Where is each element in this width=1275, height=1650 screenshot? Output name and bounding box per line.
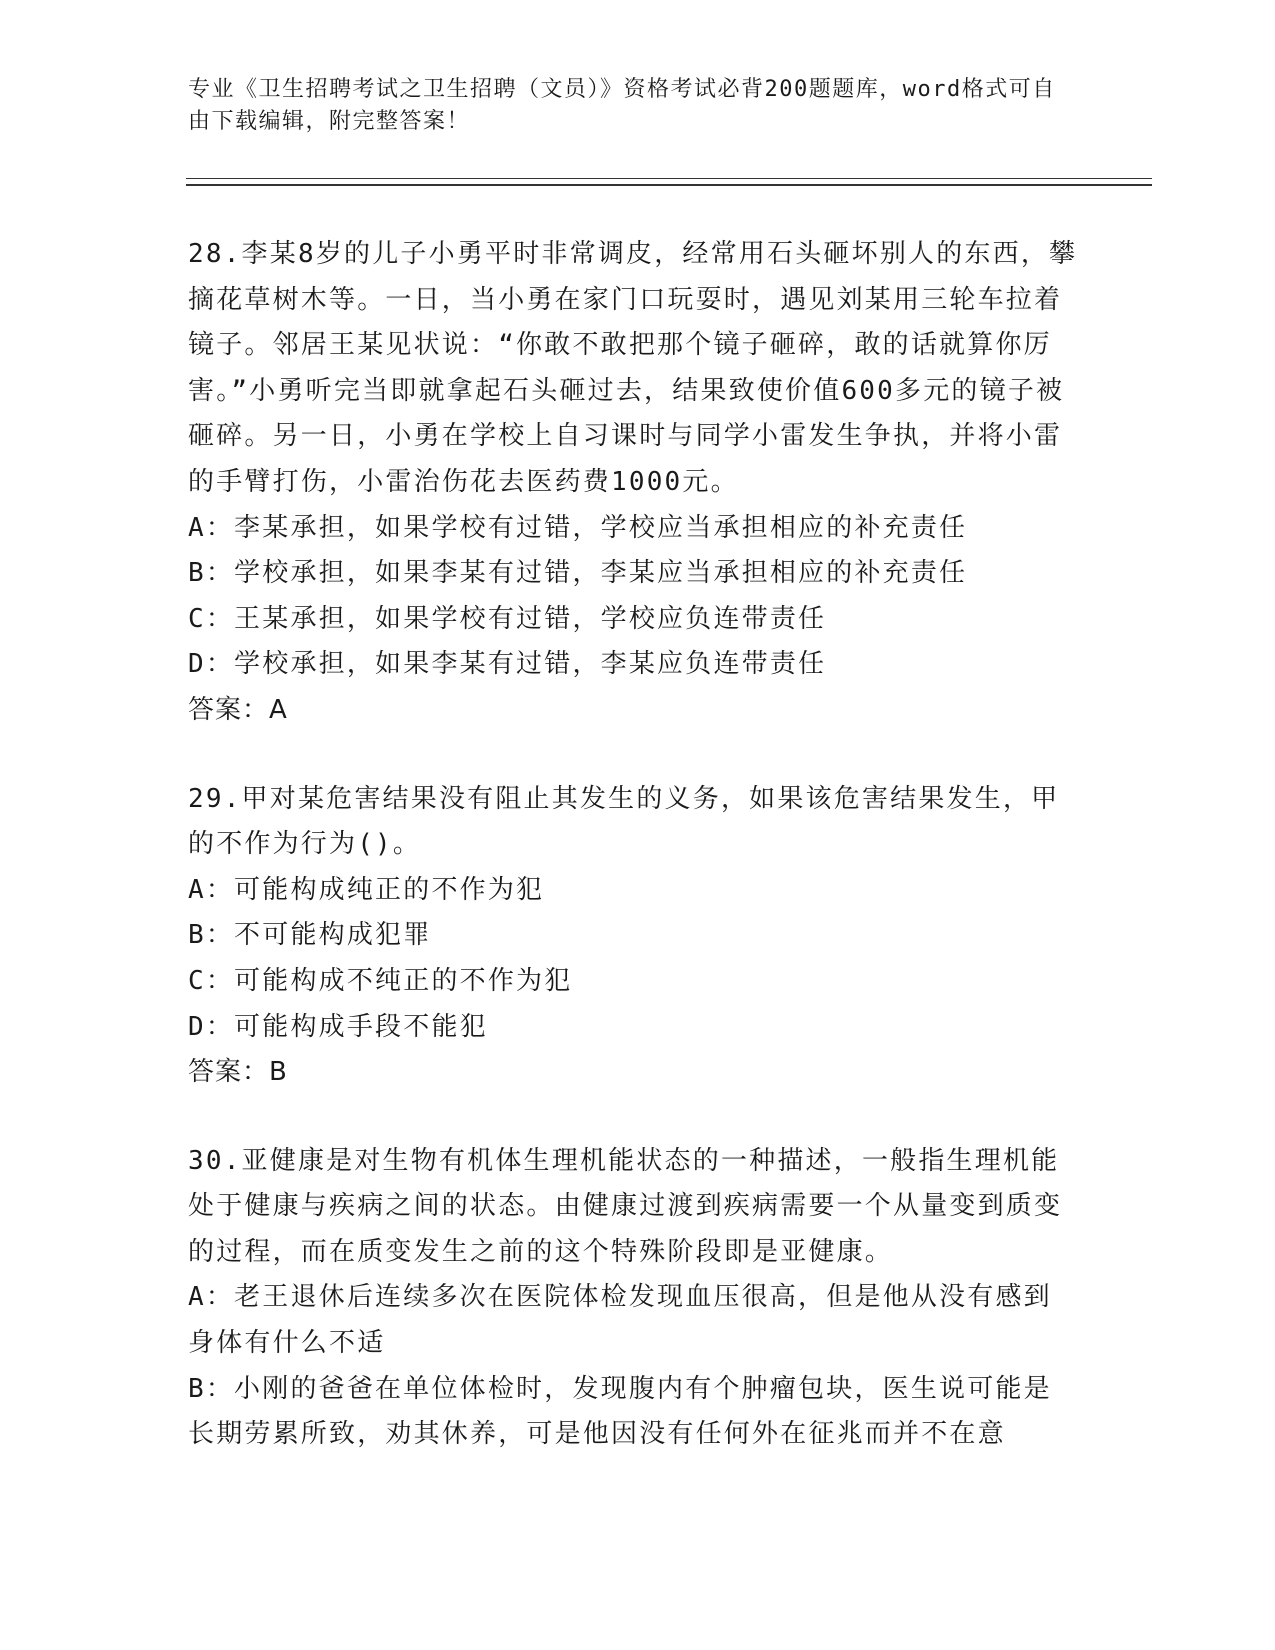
header-divider xyxy=(186,178,1152,186)
option-a: A：老王退休后连续多次在医院体检发现血压很高，但是他从没有感到身体有什么不适 xyxy=(188,1282,1052,1359)
option-b: B：学校承担，如果李某有过错，李某应当承担相应的补充责任 xyxy=(188,558,968,589)
option-d: D：可能构成手段不能犯 xyxy=(188,1011,488,1042)
option-b: B：小刚的爸爸在单位体检时，发现腹内有个肿瘤包块，医生说可能是长期劳累所致，劝其休养，可是他因没有任何外在征兆而并不在意 xyxy=(188,1373,1052,1450)
option-c: C：可能构成不纯正的不作为犯 xyxy=(188,965,573,996)
question-28 xyxy=(188,232,1078,734)
answer-line: 答案：A xyxy=(188,694,288,725)
option-d: D：学校承担，如果李某有过错，李某应负连带责任 xyxy=(188,649,827,680)
question-29 xyxy=(188,777,1078,1096)
option-a: A：李某承担，如果学校有过错，学校应当承担相应的补充责任 xyxy=(188,512,968,543)
question-list xyxy=(188,232,1078,1501)
document-header: 专业《卫生招聘考试之卫生招聘（文员）》资格考试必背200题题库，word格式可自由下载编辑，附完整答案！ xyxy=(188,77,1056,134)
option-b: B：不可能构成犯罪 xyxy=(188,920,432,951)
option-c: C：王某承担，如果学校有过错，学校应负连带责任 xyxy=(188,603,827,634)
question-30 xyxy=(188,1139,1078,1458)
question-text: 29.甲对某危害结果没有阻止其发生的义务，如果该危害结果发生，甲的不作为行为()。 xyxy=(188,783,1060,860)
option-a: A：可能构成纯正的不作为犯 xyxy=(188,874,545,905)
answer-line: 答案：B xyxy=(188,1057,288,1088)
question-text: 28.李某8岁的儿子小勇平时非常调皮，经常用石头砸坏别人的东西，攀摘花草树木等。一日，当小勇在家门口玩耍时，遇见刘某用三轮车拉着镜子。邻居王某见状说：“你敢不敢把那个镜子砸碎，敢的话就算你厉害。”小勇听完当即就拿起石头砸过去，结果致使价值600多元的镜子被砸碎。另一日，小勇在学校上自习课时与同学小雷发生争执，并将小雷的手臂打伤，小雷治伤花去医药费1000元。 xyxy=(188,239,1078,497)
question-text: 30.亚健康是对生物有机体生理机能状态的一种描述，一般指生理机能处于健康与疾病之间的状态。由健康过渡到疾病需要一个从量变到质变的过程，而在质变发生之前的这个特殊阶段即是亚健康。 xyxy=(188,1145,1063,1267)
